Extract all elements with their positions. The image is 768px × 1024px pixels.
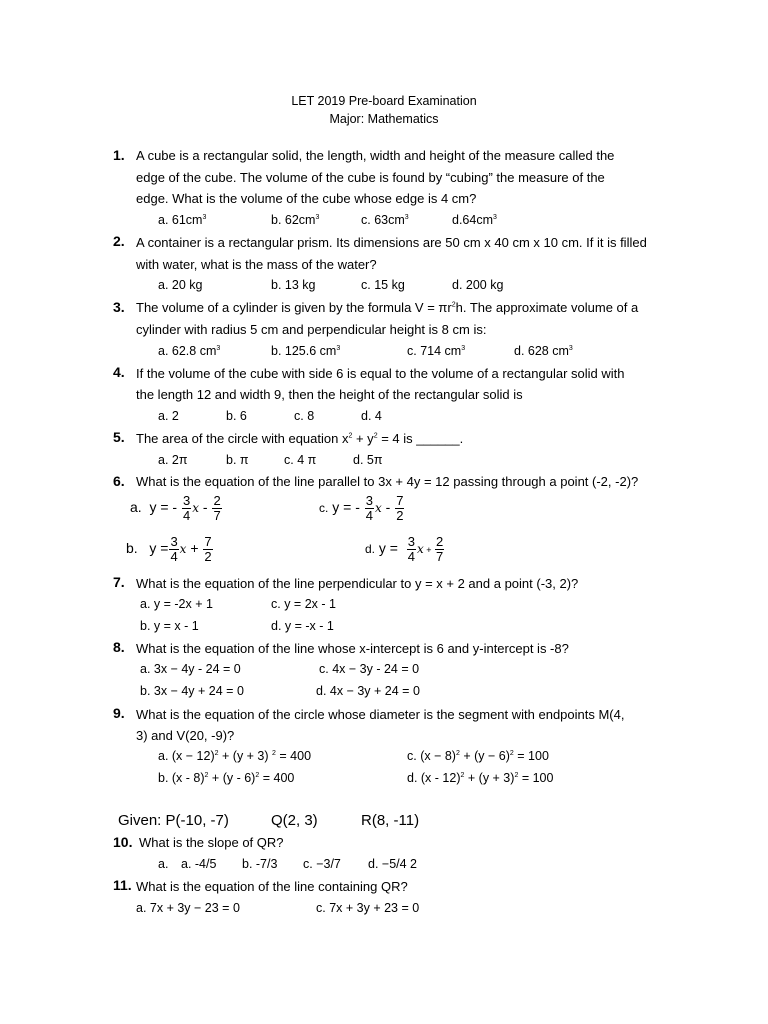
option-d: d. 4 bbox=[361, 409, 382, 423]
option-c: c. 4x − 3y - 24 = 0 bbox=[319, 662, 420, 676]
option-c: c. 714 $cm^3$ bbox=[407, 344, 466, 358]
exam-title: LET 2019 Pre-board Examination bbox=[291, 94, 477, 108]
option-c: c. 8 bbox=[294, 409, 315, 423]
option-a: a. -4/5 bbox=[181, 857, 217, 871]
option-b: b. π bbox=[226, 453, 249, 467]
option-d: d. 628 $cm^3$ bbox=[514, 344, 573, 358]
question-text: What is the equation of the line containing QR? bbox=[136, 879, 408, 894]
question-text: A container is a rectangular prism. Its dimensions are 50 cm x 40 cm x 10 cm. If it is filled bbox=[136, 235, 647, 250]
question-text: edge. What is the volume of the cube whose edge is 4 cm? bbox=[136, 191, 477, 206]
option-a: a. 2π bbox=[158, 453, 188, 467]
question-text: A cube is a rectangular solid, the length, width and height of the measure called the bbox=[136, 148, 615, 163]
option-c: c. 7x + 3y + 23 = 0 bbox=[316, 901, 420, 915]
option-b: b. 3x − 4y + 24 = 0 bbox=[140, 684, 244, 698]
question-number: 3. bbox=[113, 299, 125, 315]
question-text: the length 12 and width 9, then the height of the rectangular solid is bbox=[136, 387, 523, 402]
option-c: c. $63cm^3$ bbox=[361, 213, 409, 227]
question-number: 5. bbox=[113, 429, 125, 445]
option-a: a. $61cm^3$ bbox=[158, 213, 207, 227]
exam-subtitle: Major: Mathematics bbox=[329, 112, 439, 126]
given-point-p: Given: P(-10, -7) bbox=[118, 812, 229, 829]
question-text: 3) and V(20, -9)? bbox=[136, 728, 235, 743]
question-number: 11. bbox=[113, 877, 132, 893]
question-number: 9. bbox=[113, 705, 125, 721]
option-d: d. y = $\frac{3}{4}$ x + $\frac{2}{7}$ bbox=[365, 534, 444, 564]
option-a: a. 7x + 3y − 23 = 0 bbox=[136, 901, 240, 915]
question-text: The volume of a cylinder is given by the formula $V = \pi r^2h$. The approximate volume of a bbox=[136, 300, 639, 315]
option-b: b. 13 kg bbox=[271, 278, 316, 292]
option-c: c. 4 π bbox=[284, 453, 317, 467]
question-text: The area of the circle with equation $x^2 + y^2 = 4$ is ______. bbox=[136, 431, 464, 446]
question-text: with water, what is the mass of the water? bbox=[136, 257, 377, 272]
question-text: What is the equation of the line whose x-intercept is 6 and y-intercept is -8? bbox=[136, 641, 569, 656]
option-a: a. 3x − 4y - 24 = 0 bbox=[140, 662, 241, 676]
option-a: a. $(x - 12)^2 + (y + 3)$ $^2$ = 400 bbox=[158, 749, 312, 763]
question-text: If the volume of the cube with side 6 is equal to the volume of a rectangular solid with bbox=[136, 366, 625, 381]
option-a: a. y = - $\frac{3}{4}$ x - $\frac{2}{7}$ bbox=[130, 493, 221, 523]
option-a: a. 20 kg bbox=[158, 278, 203, 292]
option-d: $d.64cm^3$ bbox=[452, 213, 497, 227]
question-text: cylinder with radius 5 cm and perpendicular height is 8 cm is: bbox=[136, 322, 487, 337]
option-b: b. (x - 8)$^2$ + (y - 6)$^2$ = 400 bbox=[158, 771, 295, 785]
option-c: c. −3/7 bbox=[303, 857, 341, 871]
option-d: d. 200 kg bbox=[452, 278, 504, 292]
option-d: d. $(x - 12)^2 + (y + 3)^2 = 100$ bbox=[407, 771, 554, 785]
question-number: 2. bbox=[113, 233, 125, 249]
option-b: b. y = $\frac{3}{4}$ x + $\frac{7}{2}$ bbox=[126, 534, 212, 564]
question-text: What is the equation of the line parallel to 3x + 4y = 12 passing through a point (-2, -2)? bbox=[136, 474, 639, 489]
question-text: What is the equation of the line perpendicular to y = x + 2 and a point (-3, 2)? bbox=[136, 576, 579, 591]
option-b: b. 6 bbox=[226, 409, 247, 423]
option-c: c. $(x - 8)^2 + (y - 6)^2 = 100$ bbox=[407, 749, 549, 763]
option-marker: a. bbox=[158, 857, 169, 871]
option-b: b. $62cm^3$ bbox=[271, 213, 320, 227]
given-point-q: Q(2, 3) bbox=[271, 812, 318, 829]
question-text: edge of the cube. The volume of the cube is found by “cubing” the measure of the bbox=[136, 170, 605, 185]
given-point-r: R(8, -11) bbox=[361, 812, 420, 829]
option-a: a. 2 bbox=[158, 409, 179, 423]
question-number: 7. bbox=[113, 574, 125, 590]
option-c: c. 15 kg bbox=[361, 278, 405, 292]
option-b: b. -7/3 bbox=[242, 857, 278, 871]
question-number: 4. bbox=[113, 364, 125, 380]
question-number: 8. bbox=[113, 639, 125, 655]
question-number: 1. bbox=[113, 147, 125, 163]
question-text: What is the equation of the circle whose diameter is the segment with endpoints M(4, bbox=[136, 707, 625, 722]
option-b: b. 125.6 $cm^3$ bbox=[271, 344, 341, 358]
option-b: b. y = x - 1 bbox=[140, 619, 199, 633]
question-number: 10. bbox=[113, 834, 133, 850]
option-a: a. 62.8 $cm^3$ bbox=[158, 344, 221, 358]
question-number: 6. bbox=[113, 473, 125, 489]
option-d: d. 5π bbox=[353, 453, 383, 467]
option-a: a. y = -2x + 1 bbox=[140, 597, 213, 611]
option-d: d. y = -x - 1 bbox=[271, 619, 334, 633]
question-text: What is the slope of QR? bbox=[139, 835, 284, 850]
option-c: c. y = 2x - 1 bbox=[271, 597, 336, 611]
option-c: c. y = - $\frac{3}{4}$ x - $\frac{7}{2}$ bbox=[319, 493, 404, 523]
option-d: d. −5/4 2 bbox=[368, 857, 417, 871]
option-d: d. 4x − 3y + 24 = 0 bbox=[316, 684, 420, 698]
